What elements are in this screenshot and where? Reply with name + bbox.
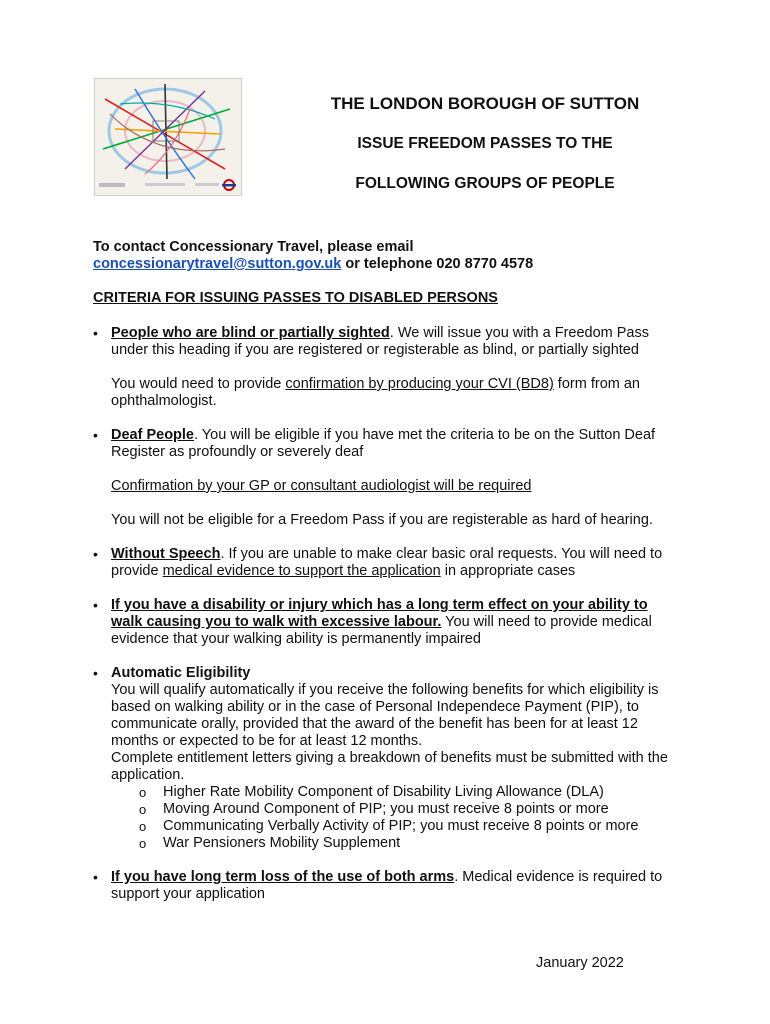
contact-phone: or telephone 020 8770 4578 — [341, 256, 534, 272]
document-date: January 2022 — [536, 955, 624, 971]
page-title: THE LONDON BOROUGH OF SUTTON — [330, 94, 640, 113]
blind-req-pre: You would need to provide — [111, 376, 286, 392]
speech-title: Without Speech — [111, 546, 221, 562]
speech-text-1: . If you are unable to make clear basic oral requests. You will need to provide — [111, 546, 663, 579]
criteria-list — [93, 325, 683, 903]
criteria-heading: CRITERIA FOR ISSUING PASSES TO DISABLED PERSONS — [93, 290, 498, 306]
deaf-text: . You will be eligible if you have met the criteria to be on the Sutton Deaf Register as profoundly or severely deaf — [111, 427, 656, 460]
automatic-letters-note: Complete entitlement letters giving a breakdown of benefits must be submitted with the application. — [111, 750, 668, 783]
blind-requirement — [111, 376, 683, 410]
document-header — [260, 94, 710, 193]
list-item-automatic — [93, 665, 683, 852]
benefit-item: o War Pensioners Mobility Supplement — [139, 835, 683, 852]
list-item-deaf — [93, 427, 683, 529]
benefit-item: o Moving Around Component of PIP; you must receive 8 points or more — [139, 801, 683, 818]
blind-req-post: form from an ophthalmologist. — [111, 376, 640, 409]
blind-req-underlined: confirmation by producing your CVI (BD8) — [285, 376, 554, 392]
list-item-arms — [93, 869, 683, 903]
tube-map-image — [94, 78, 242, 196]
subtitle-line-2: FOLLOWING GROUPS OF PEOPLE — [355, 175, 615, 192]
speech-text-2: in appropriate cases — [440, 563, 576, 579]
speech-evidence: medical evidence to support the application — [162, 563, 441, 579]
subtitle-line-1: ISSUE FREEDOM PASSES TO THE — [357, 135, 613, 152]
arms-title: If you have long term loss of the use of both arms — [111, 869, 455, 885]
benefit-item: o Higher Rate Mobility Component of Disability Living Allowance (DLA) — [139, 784, 683, 801]
list-item-speech — [93, 546, 683, 580]
deaf-confirmation: Confirmation by your GP or consultant audiologist will be required — [111, 478, 532, 494]
blind-title: People who are blind or partially sighted — [111, 325, 390, 341]
blind-text: . We will issue you with a Freedom Pass under this heading if you are registered or registerable as blind, or partially sighted — [111, 325, 649, 358]
tube-map-graphic — [95, 79, 241, 195]
contact-intro: To contact Concessionary Travel, please email — [93, 239, 414, 255]
walking-title: If you have a disability or injury which has a long term effect on your ability to walk causing you to walk with excessive labour. — [111, 597, 648, 630]
list-item-blind — [93, 325, 683, 410]
contact-email-link[interactable]: concessionarytravel@sutton.gov.uk — [93, 256, 342, 272]
benefit-item: o Communicating Verbally Activity of PIP; you must receive 8 points or more — [139, 818, 683, 835]
contact-block — [93, 239, 683, 273]
automatic-title: • Automatic Eligibility — [111, 665, 251, 681]
benefit-list — [111, 784, 683, 852]
walking-text: You will need to provide medical evidence that your walking ability is permanently impaired — [111, 614, 652, 647]
list-item-walking — [93, 597, 683, 648]
automatic-text: You will qualify automatically if you receive the following benefits for which eligibility is based on walking ability or in the case of Personal Independece Payment (PIP), to communicate orally, provided that the award of the benefit has been for at least 12 months or expected to be for at least 12 months. — [111, 682, 659, 749]
arms-text: . Medical evidence is required to support your application — [111, 869, 663, 902]
document-body — [93, 239, 683, 903]
deaf-ineligible-note: You will not be eligible for a Freedom Pass if you are registerable as hard of hearing. — [111, 512, 653, 528]
deaf-title: Deaf People — [111, 427, 194, 443]
